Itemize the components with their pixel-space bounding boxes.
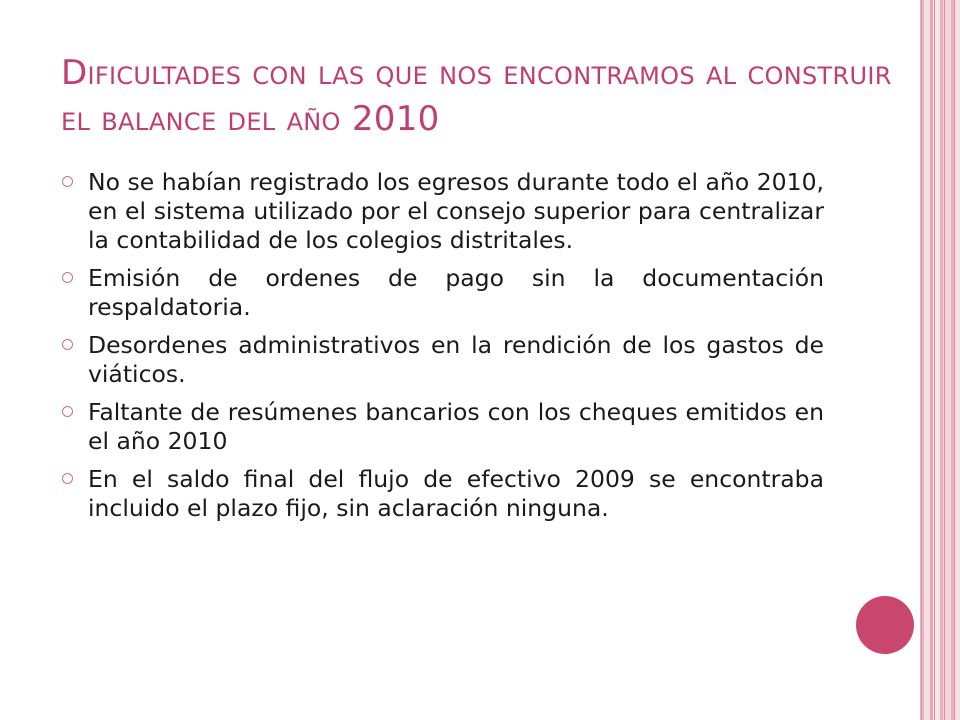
bullet-item: [60, 465, 824, 523]
slide-title: Dificultades con las que nos encontramos al construir el balance del año 2010: [61, 53, 892, 139]
circle-outline-icon: [62, 272, 73, 283]
bullet-text: En el saldo final del flujo de efectivo 2009 se encontraba incluido el plazo fijo, sin aclaración ninguna.: [88, 465, 824, 522]
circle-outline-icon: [62, 406, 73, 417]
bullet-item: [60, 398, 824, 456]
circle-outline-icon: [62, 339, 73, 350]
bullet-item: [60, 168, 824, 255]
circle-outline-icon: [62, 176, 73, 187]
bullet-text: No se habían registrado los egresos durante todo el año 2010, en el sistema utilizado por el consejo superior para centralizar la contabilidad de los colegios distritales.: [88, 168, 824, 254]
stripe-line: [954, 0, 955, 720]
stripe-line: [934, 0, 935, 720]
decorative-circle: [856, 596, 914, 654]
bullet-item: [60, 264, 824, 322]
stripe-line: [921, 0, 922, 720]
stripe-line: [944, 0, 945, 720]
bullet-list: [60, 168, 824, 532]
bullet-text: Desordenes administrativos en la rendición de los gastos de viáticos.: [88, 331, 824, 388]
circle-outline-icon: [62, 473, 73, 484]
bullet-text: Faltante de resúmenes bancarios con los cheques emitidos en el año 2010: [88, 398, 824, 455]
bullet-text: Emisión de ordenes de pago sin la documentación respaldatoria.: [88, 264, 824, 321]
bullet-item: [60, 331, 824, 389]
